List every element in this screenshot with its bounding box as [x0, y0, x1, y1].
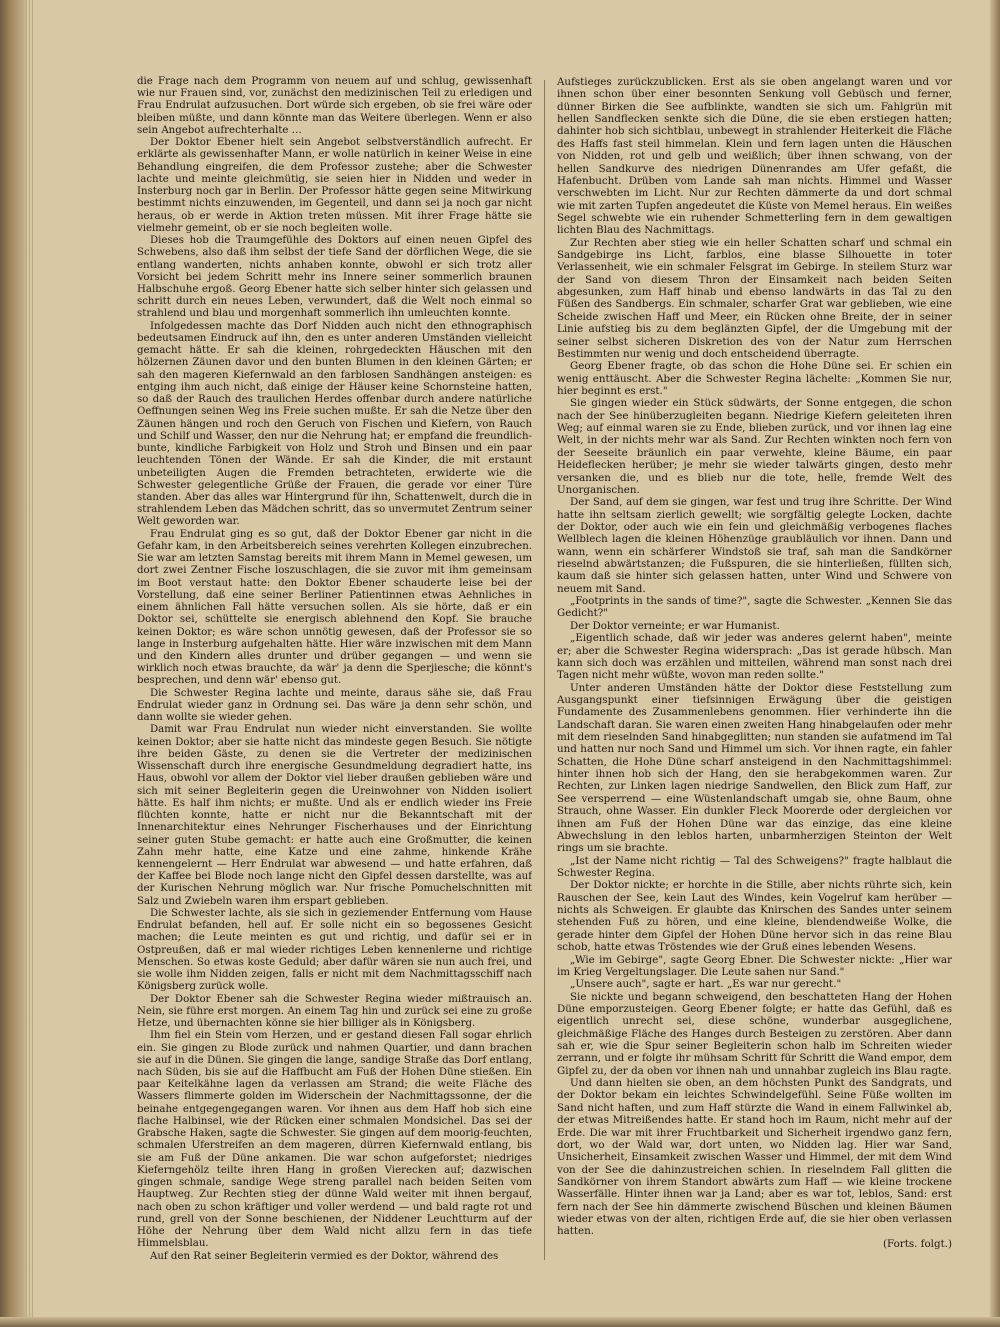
paragraph: Ihm fiel ein Stein vom Herzen, und er gestand diesen Fall sogar ehrlich ein. Sie gingen zu Blode zurück und nahmen Quartier, und dann brachen sie auf in die Dünen. Sie gingen die lange, sandige Straße das Dorf entlang, nach Süden, bis sie auf die Haffbucht am Fuß der Hohen Düne stießen. Ein paar Keitelkähne lagen da verlassen am Strand; die weite Fläche des Wassers flimmerte golden im Widerschein der Nachmittagssonne, der die beinahe entgegengegangen waren. Vor ihnen aus dem Haff hob sich eine flache Halbinsel, wie der Rücken einer schmalen Mondsichel. Das sei der Grabsche Haken, sagte die Schwester. Sie gingen auf dem moorig-feuchten, schmalen Uferstreifen an dem mageren, dürren Kiefernwald entlang, bis sie am Fuß der Düne ankamen. Die war schon aufgeforstet; niedriges Kieferngehölz teilte ihren Hang in großen Vierecken auf; dazwischen gingen schmale, sandige Wege streng parallel nach beiden Seiten vom Hauptweg. Zur Rechten stieg der dünne Wald weiter mit ihnen bergauf, nach oben zu schon kräftiger und voller werdend — und bald ragte rot und rund, grell von der Sonne beschienen, der Niddener Leuchtturm auf der Höhe der Nehrung über dem Wald nicht allzu fern in das tiefe Himmelsblau.	[137, 1030, 532, 1250]
paragraph: „Unsere auch", sagte er hart. „Es war nur gerecht."	[570, 978, 842, 991]
paragraph: Der Doktor Ebener sah die Schwester Regina wieder mißtrauisch an. Nein, sie führe erst morgen. An einem Tag hin und zurück sei eine zu große Hetze, und übernachten könne sie hier billiger als in Königsberg.	[137, 993, 532, 1030]
paragraph: Zur Rechten aber stieg wie ein heller Schatten scharf und schmal ein Sandgebirge ins Licht, farblos, eine blasse Silhouette in toter Verlassenheit, wie ein schmaler Felsgrat im Gebirge. In steilem Sturz war der Sand von diesem Thron der Einsamkeit nach beiden Seiten abgesunken, zum Haff hinab und ebenso landwärts in das Tal zu den Füßen des Sandbergs. Ein schmaler, scharfer Grat war geblieben, wie eine Scheide zwischen Haff und Meer, ein Rücken ohne Breite, der in seiner Linie aufstieg bis zu dem beglänzten Gipfel, der die Umgebung mit der seiner selbst sicheren Diskretion des von der Natur zum Herrschen Bestimmten nur wenig und doch entscheidend überragte.	[557, 236, 952, 360]
paragraph: Der Doktor nickte; er horchte in die Stille, aber nichts rührte sich, kein Rauschen der See, kein Laut des Windes, kein Vogelruf kam herüber — nichts als Schweigen. Er glaubte das Knirschen des Sandes unter seinem stehenden Fuß zu hören, und eine kleine, blendendweiße Wolke, die gerade hinter dem Gipfel der Hohen Düne hervor sich in das reine Blau schob, hatte etwas Tröstendes wie der Gruß eines lebenden Wesens.	[557, 879, 952, 954]
paragraph: Aufstieges zurückzublicken. Erst als sie oben angelangt waren und vor ihnen schon über einer besonnten Senkung voll Gebüsch und ferner, dünner Birken die See aufblinkte, wandten sie sich um. Fahlgrün mit hellen Sandflecken senkte sich die Düne, die sie eben erstiegen hatten; dahinter hob sich sichtblau, unbewegt in strahlender Heiterkeit die Fläche des Haffs fast steil himmelan. Klein und fern lagen unten die Häuschen von Nidden, rot und gelb und weißlich; über ihnen schwang, von der hellen Sandkurve des niedrigen Dünenrandes am Ufer gefaßt, die Hafenbucht. Drüben vom Lande sah man nichts. Himmel und Wasser verschwebten im Licht. Nur zur Rechten dämmerte da und dort schmal wie mit zarten Tupfen angedeutet die Küste von Memel heraus. Ein weißes Segel schwebte wie ein ruhender Schmetterling fern in dem gewaltigen lichten Blau des Nachmittags.	[557, 76, 952, 237]
column-divider	[544, 80, 545, 1260]
paragraph: Georg Ebener fragte, ob das schon die Hohe Düne sei. Er schien ein wenig enttäuscht. Aber die Schwester Regina lächelte: „Kommen Sie nur, hier beginnt es erst."	[557, 360, 952, 397]
paragraph: Die Schwester lachte, als sie sich in geziemender Entfernung vom Hause Endrulat befanden, hell auf. Er solle nicht ein so begossenes Gesicht machen; die Leute meinten es gut und richtig, und dafür sei er in Ostpreußen, daß er mal wieder richtiges Leben kennenlerne und richtige Menschen. So etwas koste Geduld; aber dafür wären sie nun auch frei, und sie wolle ihm Nidden zeigen, falls er nicht mit dem Nachmittagsschiff nach Königsberg zurück wolle.	[137, 907, 532, 993]
bottom-page-edge	[0, 1317, 1000, 1327]
continuation-note: (Forts. folgt.)	[882, 1237, 952, 1250]
paragraph: Sie gingen wieder ein Stück südwärts, der Sonne entgegen, die schon nach der See hinüberzugleiten begann. Niedrige Kiefern geleiteten ihren Weg; auf einmal waren sie zu Ende, blieben zurück, und vor ihnen lag eine Welt, in der nichts mehr war als Sand. Zur Rechten winkten noch fern von der Seeseite bräunlich ein paar verwehte, kleine Bäume, ein paar Heideflecken herüber; je mehr sie wieder talwärts gingen, desto mehr versanken die, und es blieb nur die tote, helle, fremde Welt des Unorganischen.	[557, 397, 952, 496]
paragraph: „Ist der Name nicht richtig — Tal des Schweigens?" fragte halblaut die Schwester Regina.	[557, 854, 952, 879]
paragraph: Und dann hielten sie oben, an dem höchsten Punkt des Sandgrats, und der Doktor bekam ein leichtes Schwindelgefühl. Seine Füße wollten im Sand nicht haften, und zum Haff stürzte die Wand in einem Fallwinkel ab, der etwas Mitreißendes hatte. Er stand hoch im Raum, nicht mehr auf der Erde. Die war mit ihrer Fruchtbarkeit und Sicherheit irgendwo ganz fern, dort, wo der Wald war, dort unten, wo Nidden lag. Hier war Sand, Unsicherheit, Einsamkeit zwischen Wasser und Himmel, der mit dem Wind von der See die dahinzustreichen schien. In rieselndem Fall glitten die Sandkörner von ihrem Standort abwärts zum Haff — wie kleine trockene Wasserfälle. Hinter ihnen war ja Land; aber es war tot, leblos, Sand: erst fern nach der See hin dämmerte zwischend Büschen und kleinen Bäumen wieder etwas von der alten, richtigen Erde auf, die sie hier oben verlassen hatten.	[557, 1077, 952, 1238]
paragraph: Dieses hob die Traumgefühle des Doktors auf einen neuen Gipfel des Schwebens, also daß ihm selbst der tiefe Sand der dörflichen Wege, die sie entlang wanderten, nichts anhaben konnte, obwohl er sich trotz aller Vorsicht bei jedem Schritt mehr ins Innere seiner sommerlich braunen Halbschuhe ergoß. Georg Ebener hatte sich selber hinter sich gelassen und schritt durch ein neues Leben, verwundert, daß die Welt noch einmal so strahlend und blau und morgenhaft sommerlich ihn umleuchten konnte.	[137, 235, 532, 320]
book-binding	[0, 0, 26, 1327]
paragraph: Damit war Frau Endrulat nun wieder nicht einverstanden. Sie wollte keinen Doktor; aber sie hatte nicht das mindeste gegen Besuch. Sie nötigte ihre beiden Gäste, zu denen sie die Vertreter der medizinischen Wissenschaft durch ihre energische Gesundmeldung degradiert hatte, ins Haus, obwohl vor allem der Doktor viel lieber draußen geblieben wäre und sich mit seiner Begleiterin gegen die Ureinwohner von Nidden isoliert hätte. Es half ihm nichts; er mußte. Und als er endlich wieder ins Freie flüchten konnte, hatte er nicht nur die Bekanntschaft mit der Innenarchitektur eines Nehrunger Fischerhauses und der Einrichtung seiner guten Stube gemacht: er hatte auch eine Großmutter, die keinen Zahn mehr hatte, eine Katze und eine zahme, hinkende Krähe kennengelernt — Herr Endrulat war abwesend — und hatte erfahren, daß der Kaffee bei Blode noch lange nicht den Gipfel dessen darstellte, was auf der Kurischen Nehrung möglich war. Nur frische Pomuchelschnitten mit Salz und Zwiebeln waren ihm erspart geblieben.	[137, 724, 532, 907]
text-column-right	[557, 76, 952, 1268]
paragraph: „Eigentlich schade, daß wir jeder was anderes gelernt haben", meinte er; aber die Schwester Regina widersprach: „Das ist gerade hübsch. Man kann sich doch was erzählen und mitteilen, während man sonst nach drei Tagen nicht mehr wüßte, wovon man reden sollte."	[557, 632, 952, 682]
paragraph: Sie nickte und begann schweigend, den beschatteten Hang der Hohen Düne emporzusteigen. Georg Ebener folgte; er hatte das Gefühl, daß es eigentlich unrecht sei, diese schöne, wunderbar ausgeglichene, gleichmäßige Fläche des Hanges durch Besteigen zu zerstören. Aber dann sah er, wie die Spur seiner Begleiterin schon halb im Schreiten wieder zerrann, und er folgte ihr mühsam Schritt für Schritt die Wand empor, dem Gipfel zu, der da oben vor ihnen nah und unnahbar zugleich ins Blau ragte.	[557, 990, 952, 1077]
paragraph: Auf den Rat seiner Begleiterin vermied es der Doktor, während des	[150, 1250, 499, 1262]
paragraph: Der Doktor verneinte; er war Humanist.	[570, 619, 780, 632]
paragraph: „Footprints in the sands of time?", sagte die Schwester. „Kennen Sie das Gedicht?"	[557, 595, 952, 620]
paragraph: Unter anderen Umständen hätte der Doktor diese Feststellung zum Ausgangspunkt einer tiefsinnigen Erwägung über die geistigen Fundamente des Zusammenlebens genommen. Hier verhinderte ihn die Landschaft daran. Sie waren einen zweiten Hang hinabgelaufen oder mehr mit dem rieselnden Sand hinabgeglitten; nun standen sie aufatmend im Tal und hatten nur noch Sand und Himmel um sich. Vor ihnen ragte, ein fahler Schatten, die Hohe Düne scharf ansteigend in den Nachmittagshimmel: hinter ihnen hob sich der Hang, den sie herabgekommen waren. Zur Rechten, zur Linken lagen niedrige Sandwellen, den Blick zum Haff, zur See versperrend — eine Wüstenlandschaft umgab sie, ohne Baum, ohne Strauch, ohne Wasser. Ein dunkler Fleck Moorerde oder dergleichen vor ihnen am Fuß der Hohen Düne war das einzige, das eine kleine Abwechslung in den leblos harten, unbarmherzigen Steinton der Welt rings um sie brachte.	[557, 681, 952, 855]
paragraph: die Frage nach dem Programm von neuem auf und schlug, gewissenhaft wie nur Frauen sind, vor, zunächst den medizinischen Teil zu erledigen und Frau Endrulat aufzusuchen. Dort würde sich ergeben, ob sie frei wäre oder bleiben müßte, und dann könnte man das Weitere überlegen. Wenn er also sein Angebot aufrechterhalte …	[137, 76, 532, 136]
paragraph: Frau Endrulat ging es so gut, daß der Doktor Ebener gar nicht in die Gefahr kam, in den Arbeitsbereich seines verehrten Kollegen einzubrechen. Sie war am letzten Samstag bereits mit ihrem Mann in Memel gewesen, um dort zwei Zentner Fische loszuschlagen, die sie zuvor mit ihm gemeinsam im Boot verstaut hatte: den Doktor Ebener schauderte leise bei der Vorstellung, daß eine seiner Berliner Patientinnen etwas Aehnliches in einem ähnlichen Fall hätte versuchen sollen. Als sie hörte, daß er ein Doktor sei, schüttelte sie energisch ablehnend den Kopf. Sie brauche keinen Doktor; es wäre schon unnötig gewesen, daß der Professor sie so lange in Insterburg aufgehalten hätte. Hier wäre inzwischen mit dem Mann und den Kindern alles drunter und drüber gegangen — und wenn sie wirklich noch etwas brauchte, da wär' ja denn die Sperjiesche; die könnt's besprechen, und denn wär' ebenso gut.	[137, 528, 532, 687]
paragraph: Infolgedessen machte das Dorf Nidden auch nicht den ethnographisch bedeutsamen Eindruck auf ihn, den es unter anderen Umständen vielleicht gemacht hätte. Er sah die kleinen, rohrgedeckten Häuschen mit den hölzernen Zäunen davor und den bunten Blumen in den kleinen Gärten; er sah den mageren Kiefernwald an den farblosen Sandhängen ansteigen: es entging ihm auch nicht, daß einige der Häuser keine Schornsteine hatten, so daß der Rauch des traulichen Herdes offenbar durch andere natürliche Oeffnungen seinen Weg ins Freie suchen mußte. Er sah die Netze über den Zäunen hängen und roch den Geruch von Fischen und Kiefern, von Rauch und Schilf und Wasser, den nur die Nehrung hat; er empfand die freundlich-bunte, kindliche Farbigkeit von Holz und Stroh und Binsen und ein paar leuchtenden Tönen der Wände. Er sah die Kinder, die mit erstaunt unbeteiligten Augen die Fremden betrachteten, erwiderte wie die Schwester gelegentliche Grüße der Frauen, die gerade vor einer Türe standen. Aber das alles war Hintergrund für ihn, Schattenwelt, durch die in strahlendem Leben das Mädchen schritt, das so unvermutet Zentrum seiner Welt geworden war.	[137, 320, 532, 528]
text-column-left	[137, 76, 532, 1268]
paragraph: „Wie im Gebirge", sagte Georg Ebner. Die Schwester nickte: „Hier war im Krieg Vergeltungslager. Die Leute sahen nur Sand."	[557, 953, 952, 978]
paragraph: Der Doktor Ebener hielt sein Angebot selbstverständlich aufrecht. Er erklärte als gewissenhafter Mann, er wolle natürlich in keiner Weise in eine Behandlung eingreifen, die dem Professor zustehe; aber die Schwester lachte und meinte gleichmütig, sie seien hier in Nidden und weder in Insterburg noch gar in Berlin. Der Professor hätte gegen seine Mitwirkung bestimmt nichts einzuwenden, im Gegenteil, und dann sei ja noch gar nicht heraus, ob er werde in Aktion treten müssen. Mit ihrer Frage hätte sie vielmehr gemeint, ob er sie noch begleiten wolle.	[137, 137, 532, 234]
page-edge	[26, 0, 34, 1327]
paragraph: Die Schwester Regina lachte und meinte, daraus sähe sie, daß Frau Endrulat wieder ganz in Ordnung sei. Das wäre ja denn sehr schön, und dann wollte sie wieder gehen.	[137, 687, 532, 724]
right-page-edge	[990, 0, 1000, 1327]
paragraph: Der Sand, auf dem sie gingen, war fest und trug ihre Schritte. Der Wind hatte ihn seltsam zierlich gewellt; wie sorgfältig gelegte Locken, dachte der Doktor, oder auch wie ein fein und gleichmäßig verbogenes flaches Wellblech lagen die kleinen Höhenzüge graubläulich vor ihnen. Dann und wann, wenn ein schärferer Windstoß sie traf, sah man die Sandkörner rieselnd abwärtstanzen; die Fußspuren, die sie hinterließen, füllten sich, kaum daß sie hinter sich gelassen hatten, unter Wind und Schwere von neuem mit Sand.	[557, 496, 952, 595]
